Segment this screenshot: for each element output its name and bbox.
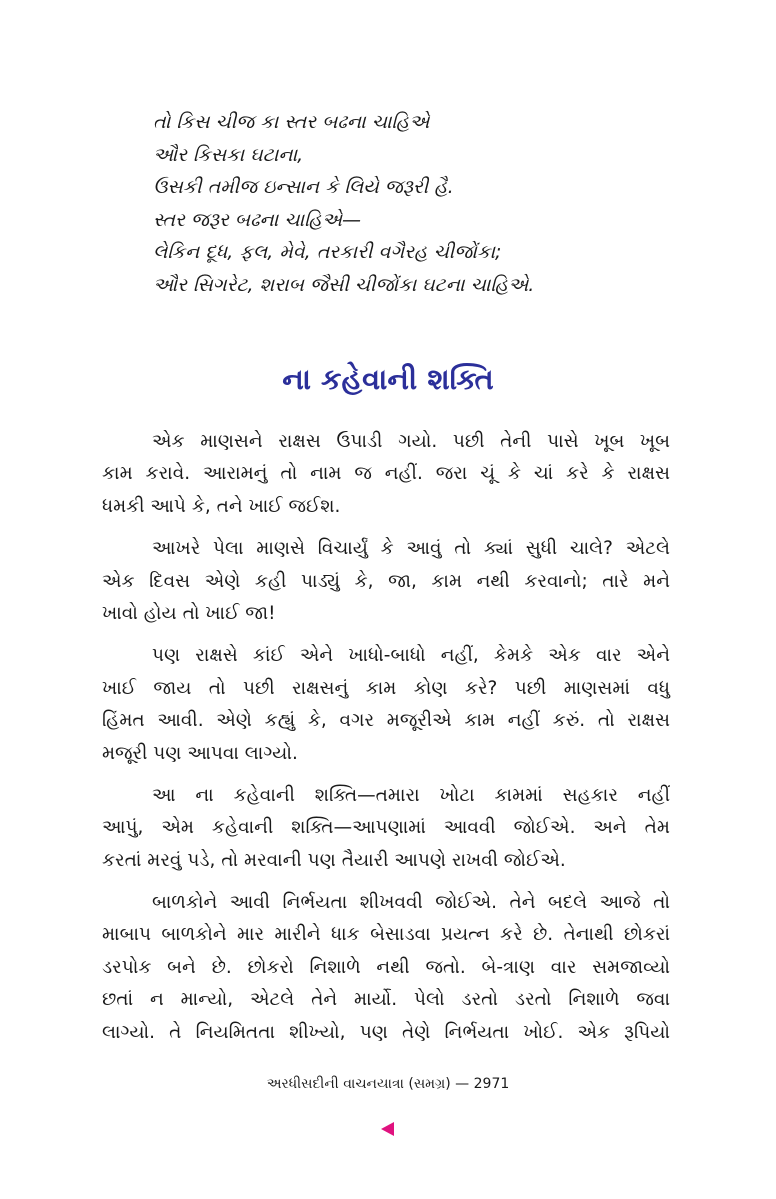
text-line: એક માણસને રાક્ષસ ઉપાડી ગયો. પછી તેની પાસે ખૂબ ખૂબ xyxy=(152,431,670,452)
body-text xyxy=(102,426,670,1059)
text-line: છતાં ન માન્યો, એટલે તેને માર્યો. પેલો ડરતો ડરતો નિશાળે જવા xyxy=(102,989,670,1011)
poem-line: ઔર સિગરેટ, શરાબ જૈસી ચીજોંકા ઘટના ચાહિએ. xyxy=(153,273,535,296)
text-line: ખાઈ જાય તો પછી રાક્ષસનું કામ કોણ કરે? પછી માણસમાં વધુ xyxy=(102,677,670,699)
poem-line: ઔર કિસકા ઘટાના, xyxy=(153,143,304,166)
text-line: આપું, એમ કહેવાની શક્તિ—આપણામાં આવવી જોઈએ. અને તેમ xyxy=(102,817,670,839)
previous-page-arrow-icon[interactable] xyxy=(381,1122,394,1136)
page-footer: અરધીસદીની વાચનયાત્રા (સમગ્ર) — 2971 xyxy=(266,1076,510,1092)
text-line: માબાપ બાળકોને માર મારીને ધાક બેસાડવા પ્રયત્ન કરે છે. તેનાથી છોકરાં xyxy=(102,924,670,946)
text-line: લાગ્યો. તે નિયમિતતા શીખ્યો, પણ તેણે નિર્ભયતા ખોઈ. એક રૂપિયો xyxy=(102,1021,670,1043)
poem-line: સ્તર જરૂર બઢના ચાહિએ— xyxy=(153,208,362,231)
text-line: આ ના કહેવાની શક્તિ—તમારા ખોટા કામમાં સહકાર નહીં xyxy=(152,784,670,806)
text-line: કરતાં મરવું પડે, તો મરવાની પણ તૈયારી આપણે રાખવી જોઈએ. xyxy=(102,849,566,871)
poem-line: ઉસકી તમીજ ઇન્સાન કે લિયે જરૂરી હૈ. xyxy=(153,176,454,199)
text-line: એક દિવસ એણે કહી પાડ્યું કે, જા, કામ નથી કરવાનો; તારે મને xyxy=(102,570,670,592)
text-line: ધમકી આપે કે, તને ખાઈ જઈશ. xyxy=(102,495,341,517)
text-line: પણ રાક્ષસે કાંઈ એને ખાધો-બાધો નહીં, કેમકે એક વાર એને xyxy=(152,645,670,667)
text-line: ખાવો હોય તો ખાઈ જા! xyxy=(102,602,276,624)
text-line: મજૂરી પણ આપવા લાગ્યો. xyxy=(102,742,298,764)
poem-line: લેકિન દૂધ, ફલ, મેવે, તરકારી વગૈરહ ચીજોંકા; xyxy=(153,241,502,264)
section-title: ના કહેવાની શક્તિ xyxy=(282,362,494,396)
paragraph xyxy=(102,640,670,770)
text-line: બાળકોને આવી નિર્ભયતા શીખવવી જોઈએ. તેને બદલે આજે તો xyxy=(152,892,670,914)
text-line: ડરપોક બને છે. છોકરો નિશાળે નથી જતો. બે-ત્રાણ વાર સમજાવ્યો xyxy=(102,956,670,978)
poem-line: તો કિસ ચીજ કા સ્તર બઢના ચાહિએ xyxy=(153,111,430,133)
paragraph xyxy=(102,780,670,877)
text-line: આખરે પેલા માણસે વિચાર્યું કે આવું તો ક્યાં સુધી ચાલે? એટલે xyxy=(152,538,670,560)
text-line: હિંમત આવી. એણે કહ્યું કે, વગર મજૂરીએ કામ નહીં કરું. તો રાક્ષસ xyxy=(102,710,670,732)
paragraph xyxy=(102,533,670,630)
poem-block xyxy=(153,106,534,302)
text-line: કામ કરાવે. આરામનું તો નામ જ નહીં. જરા ચૂં કે ચાં કરે કે રાક્ષસ xyxy=(102,463,670,485)
paragraph xyxy=(102,426,670,523)
paragraph xyxy=(102,887,670,1049)
